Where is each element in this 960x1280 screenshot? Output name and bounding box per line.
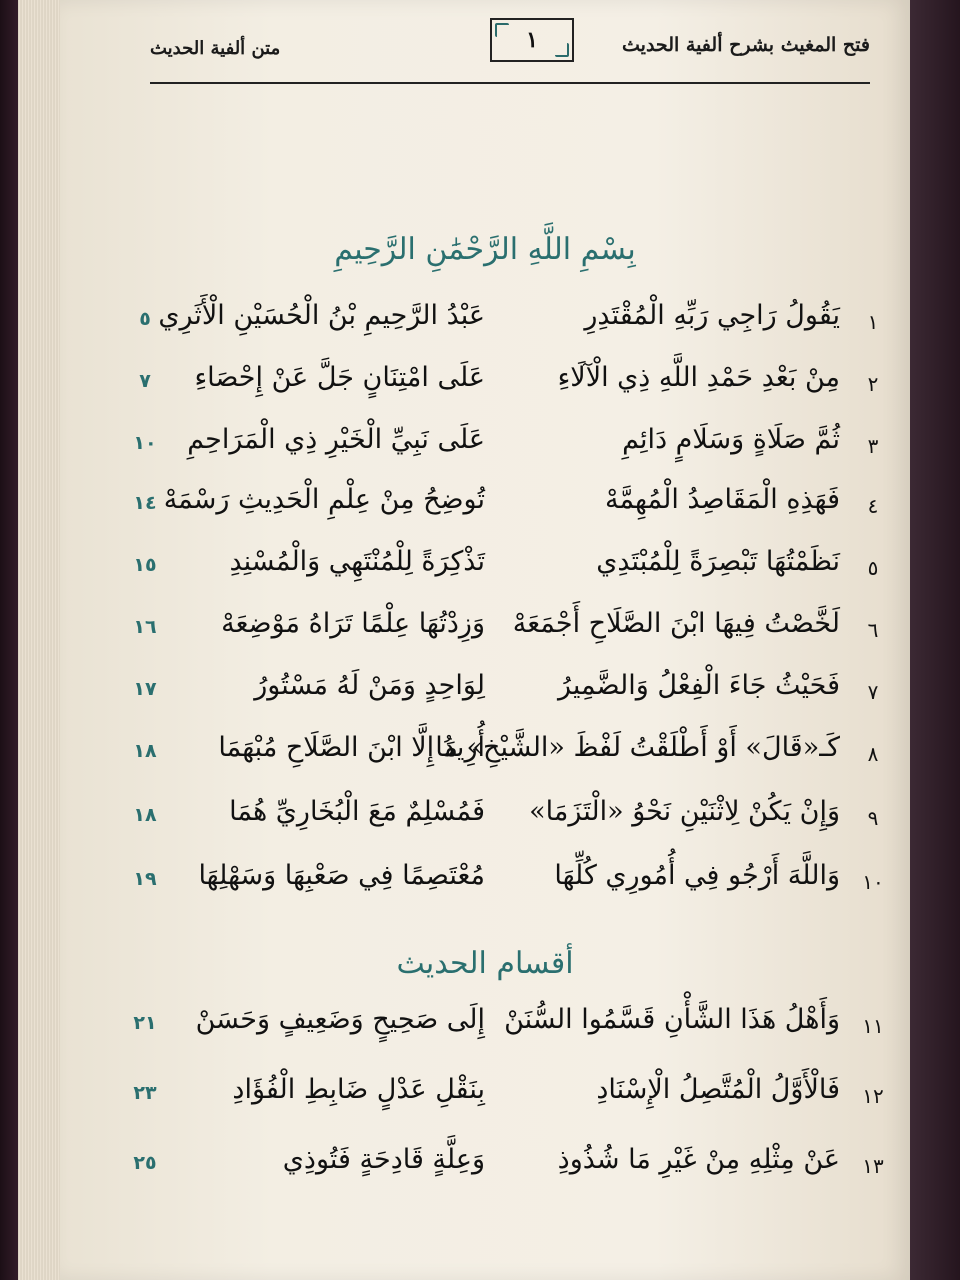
reference-number: ٢٣	[133, 1082, 157, 1104]
verse-number: ٧	[867, 680, 879, 704]
first-hemistich: ثُمَّ صَلَاةٍ وَسَلَامٍ دَائِمِ	[622, 424, 840, 455]
verse-number: ١٢	[862, 1084, 884, 1108]
reference-number: ١٨	[133, 804, 157, 826]
verse-number: ٨	[867, 742, 879, 766]
verse-number: ٥	[867, 556, 879, 580]
reference-number: ٥	[139, 308, 151, 330]
verse-line	[60, 1004, 910, 1064]
basmala: بِسْمِ اللَّهِ الرَّحْمَٰنِ الرَّحِيمِ	[334, 232, 636, 267]
reference-number: ١٠	[133, 432, 157, 454]
verse-number: ٣	[867, 434, 879, 458]
first-hemistich: مِنْ بَعْدِ حَمْدِ اللَّهِ ذِي الْآلَاءِ	[557, 362, 840, 393]
book-cover-right	[905, 0, 960, 1280]
reference-number: ٢٥	[133, 1152, 157, 1174]
first-hemistich: لَخَّصْتُ فِيهَا ابْنَ الصَّلَاحِ أَجْمَعَهْ	[512, 608, 840, 639]
verse-line	[60, 608, 910, 668]
verse-line	[60, 796, 910, 856]
verse-line	[60, 546, 910, 606]
verse-line	[60, 670, 910, 730]
verse-line	[60, 362, 910, 422]
second-hemistich: عَلَى نَبِيِّ الْخَيْرِ ذِي الْمَرَاحِمِ	[187, 424, 485, 455]
first-hemistich: كَـ«قَالَ» أَوْ أَطْلَقْتُ لَفْظَ «الشَّيْخِ» مَا	[435, 732, 840, 763]
verse-number: ٢	[867, 372, 879, 396]
reference-number: ١٦	[133, 616, 157, 638]
verse-line	[60, 484, 910, 544]
section-heading: أقسام الحديث	[396, 946, 574, 981]
second-hemistich: أُرِيدُ إِلَّا ابْنَ الصَّلَاحِ مُبْهَمَا	[218, 732, 485, 763]
book-title: فتح المغيث بشرح ألفية الحديث	[622, 34, 870, 56]
first-hemistich: وَاللَّهَ أَرْجُو فِي أُمُورِي كُلِّهَا	[554, 860, 840, 891]
first-hemistich: وَإِنْ يَكُنْ لِاثْنَيْنِ نَحْوُ «الْتَزَمَا»	[529, 796, 840, 827]
verse-line	[60, 860, 910, 920]
verse-number: ٦	[867, 618, 879, 642]
reference-number: ١٧	[133, 678, 157, 700]
verse-number: ١	[867, 310, 879, 334]
second-hemistich: عَلَى امْتِنَانٍ جَلَّ عَنْ إِحْصَاءِ	[194, 362, 485, 393]
second-hemistich: عَبْدُ الرَّحِيمِ بْنُ الْحُسَيْنِ الْأَثَرِي	[158, 300, 485, 331]
reference-number: ٧	[139, 370, 151, 392]
second-hemistich: فَمُسْلِمٌ مَعَ الْبُخَارِيِّ هُمَا	[229, 796, 485, 827]
second-hemistich: لِوَاحِدٍ وَمَنْ لَهُ مَسْتُورُ	[254, 670, 485, 701]
book-page	[60, 0, 910, 1280]
page-number-box	[490, 18, 574, 62]
page-header	[150, 18, 870, 88]
first-hemistich: نَظَمْتُهَا تَبْصِرَةً لِلْمُبْتَدِي	[596, 546, 840, 577]
reference-number: ١٥	[133, 554, 157, 576]
first-hemistich: يَقُولُ رَاجِي رَبِّهِ الْمُقْتَدِرِ	[584, 300, 840, 331]
first-hemistich: فَالْأَوَّلُ الْمُتَّصِلُ الْإِسْنَادِ	[596, 1074, 840, 1105]
first-hemistich: فَهَذِهِ الْمَقَاصِدُ الْمُهِمَّهْ	[604, 484, 840, 515]
page-number: ١	[526, 27, 538, 53]
verse-line	[60, 1144, 910, 1204]
first-hemistich: عَنْ مِثْلِهِ مِنْ غَيْرِ مَا شُذُوذِ	[557, 1144, 840, 1175]
second-hemistich: تَذْكِرَةً لِلْمُنْتَهِي وَالْمُسْنِدِ	[229, 546, 485, 577]
second-hemistich: تُوضِحُ مِنْ عِلْمِ الْحَدِيثِ رَسْمَهْ	[163, 484, 485, 515]
second-hemistich: إِلَى صَحِيحٍ وَضَعِيفٍ وَحَسَنْ	[195, 1004, 485, 1035]
verse-number: ١٠	[862, 870, 884, 894]
reference-number: ١٤	[133, 492, 157, 514]
reference-number: ١٨	[133, 740, 157, 762]
verse-line	[60, 424, 910, 484]
first-hemistich: فَحَيْثُ جَاءَ الْفِعْلُ وَالضَّمِيرُ	[557, 670, 840, 701]
verse-number: ٤	[867, 494, 879, 518]
second-hemistich: مُعْتَصِمًا فِي صَعْبِهَا وَسَهْلِهَا	[198, 860, 485, 891]
verse-number: ١٣	[862, 1154, 884, 1178]
verse-line	[60, 1074, 910, 1134]
second-hemistich: وَزِدْتُهَا عِلْمًا تَرَاهُ مَوْضِعَهْ	[221, 608, 485, 639]
reference-number: ٢١	[133, 1012, 157, 1034]
second-hemistich: بِنَقْلِ عَدْلٍ ضَابِطِ الْفُؤَادِ	[232, 1074, 485, 1105]
verse-number: ٩	[867, 806, 879, 830]
header-rule	[150, 82, 870, 84]
verse-number: ١١	[862, 1014, 884, 1038]
verse-line	[60, 300, 910, 360]
verse-line	[60, 732, 910, 792]
first-hemistich: وَأَهْلُ هَذَا الشَّأْنِ قَسَّمُوا السُّنَنْ	[504, 1004, 840, 1035]
reference-number: ١٩	[133, 868, 157, 890]
section-title: متن ألفية الحديث	[150, 38, 281, 59]
second-hemistich: وَعِلَّةٍ قَادِحَةٍ فَتُوذِي	[282, 1144, 485, 1175]
